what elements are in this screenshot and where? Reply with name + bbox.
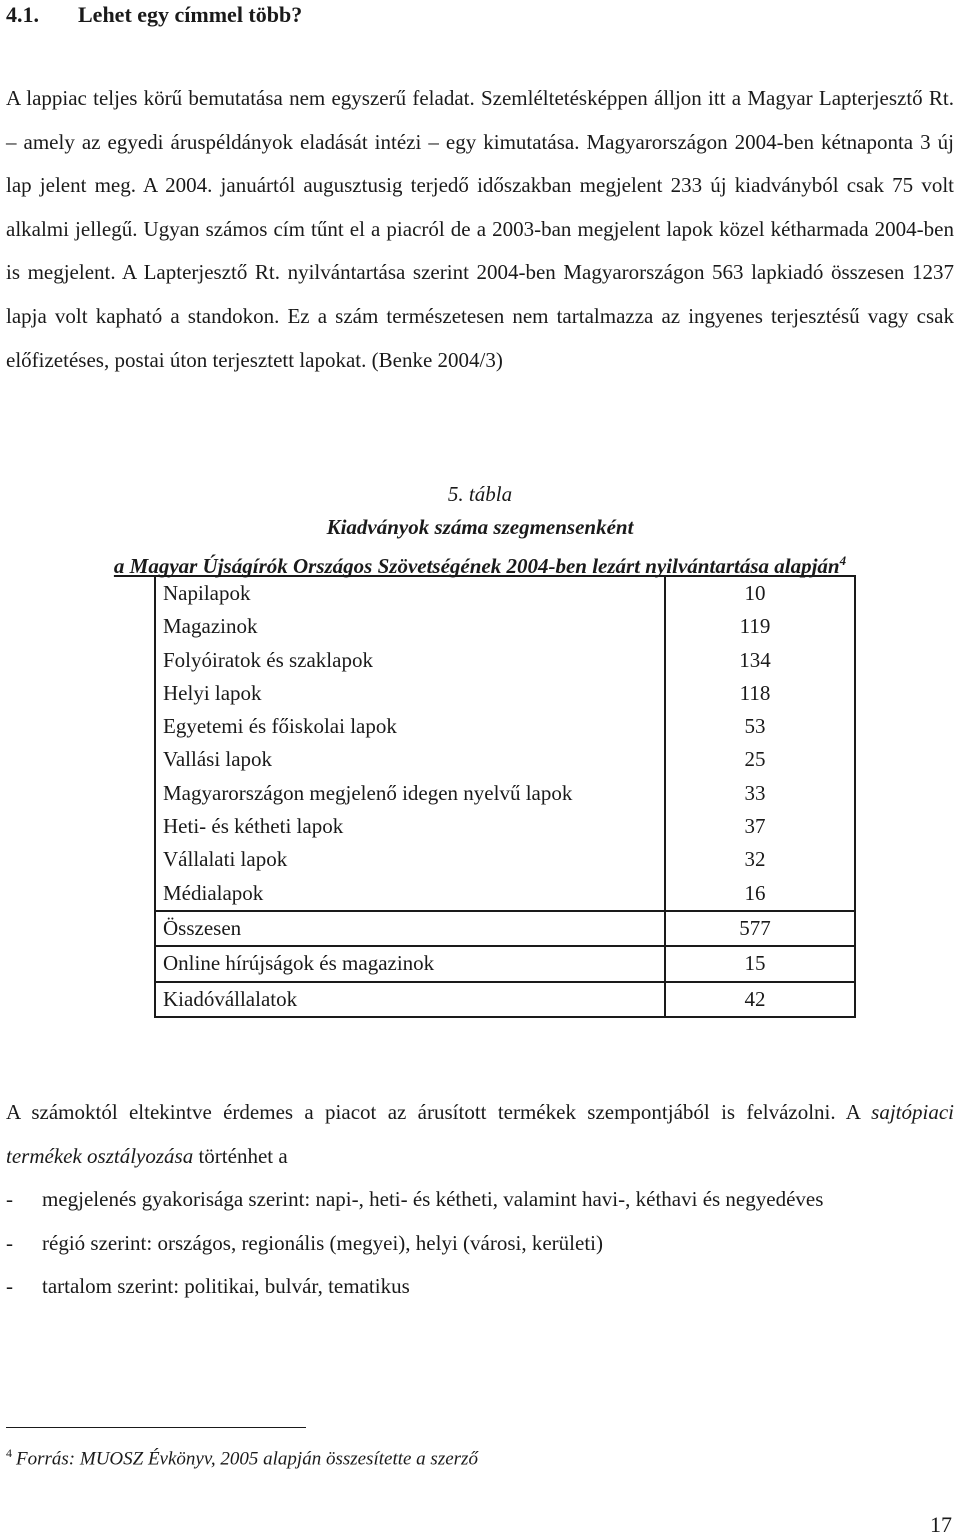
list-item [6, 1222, 954, 1266]
table-row [155, 877, 855, 911]
table-row [155, 610, 855, 643]
paragraph-emphasis: sajtópiaci termékek osztályozása [6, 1100, 954, 1168]
table-row [155, 743, 855, 776]
footnote-divider [6, 1427, 306, 1428]
row-label: Folyóiratok és szaklapok [155, 644, 665, 677]
row-label: Magazinok [155, 610, 665, 643]
classification-paragraph [6, 1091, 954, 1178]
row-label: Vállalati lapok [155, 843, 665, 876]
row-value: 37 [744, 814, 766, 839]
table-row [155, 810, 855, 843]
row-label: Médialapok [155, 877, 665, 911]
footnote [6, 1440, 478, 1472]
row-value: 42 [665, 982, 855, 1017]
classification-list [6, 1178, 954, 1309]
intro-paragraph: A lappiac teljes körű bemutatása nem egyszerű feladat. Szemléltetésképpen álljon itt a Magyar Lapterjesztő Rt. – amely az egyedi áruspéldányok eladását intézi – egy kimutatása. Magyarországon 2004-ben kétnaponta 3 új lap jelent meg. A 2004. januártól augusztusig terjedő időszakban megjelent 233 új kiadványból csak 75 volt alkalmi jellegű. Ugyan számos cím tűnt el a piacról de a 2003-ban megjelent lapok közel kétharmada 2004-ben is megjelent. A Lapterjesztő Rt. nyilvántartása szerint 2004-ben Magyarországon 563 lapkiadó összesen 1237 lapja volt kapható a standokon. Ez a szám természetesen nem tartalmazza az ingyenes terjesztésű vagy csak előfizetéses, postai úton terjesztett lapokat. (Benke 2004/3) [6, 86, 954, 372]
paragraph-text-before: A számoktól eltekintve érdemes a piacot az árusított termékek szempontjából is felvázolni. A [6, 1100, 872, 1124]
table-subtitle-text: a Magyar Újságírók Országos Szövetségének 2004-ben lezárt nyilvántartása alapján [113, 554, 840, 578]
list-dash: - [6, 1187, 13, 1211]
section-heading [6, 2, 302, 28]
row-value: 134 [739, 647, 771, 672]
footnote-text: Forrás: MUOSZ Évkönyv, 2005 alapján összesítette a szerző [16, 1448, 478, 1470]
table-row [155, 843, 855, 876]
section-number: 4.1. [6, 2, 39, 27]
table-row [155, 982, 855, 1017]
list-item-text: tartalom szerint: politikai, bulvár, tematikus [42, 1274, 410, 1299]
paragraph-text-after: történhet a [193, 1143, 288, 1168]
table-label: 5. tábla [447, 482, 513, 506]
row-value: 15 [665, 946, 855, 981]
list-item-text: megjelenés gyakorisága szerint: napi-, heti- és kétheti, valamint havi-, kéthavi és negyedéves [42, 1187, 824, 1211]
row-label: Online hírújságok és magazinok [155, 946, 665, 981]
footnote-reference: 4 [839, 553, 847, 568]
row-value: 33 [744, 780, 766, 805]
row-label: Helyi lapok [155, 677, 665, 710]
row-value: 16 [744, 880, 766, 905]
total-value: 577 [665, 911, 855, 946]
list-dash: - [6, 1274, 13, 1299]
row-value: 25 [744, 747, 766, 772]
table-title: Kiadványok száma szegmensenként [326, 515, 634, 539]
table-row [155, 710, 855, 743]
segment-table-body [155, 576, 855, 1017]
page-number: 17 [930, 1512, 952, 1537]
table-total-row [155, 911, 855, 946]
row-value: 119 [739, 614, 771, 639]
table-row [155, 576, 855, 610]
row-label: Egyetemi és főiskolai lapok [155, 710, 665, 743]
segment-table [154, 575, 856, 1018]
row-value: 32 [744, 847, 766, 872]
table-row [155, 777, 855, 810]
footnote-number: 4 [6, 1446, 12, 1460]
list-item [6, 1178, 954, 1222]
row-label: Heti- és kétheti lapok [155, 810, 665, 843]
row-label: Kiadóvállalatok [155, 982, 665, 1017]
row-value: 53 [744, 714, 766, 739]
section-title: Lehet egy címmel több? [78, 2, 303, 27]
list-item-text: régió szerint: országos, regionális (megyei), helyi (városi, kerületi) [42, 1230, 603, 1255]
row-label: Napilapok [155, 576, 665, 610]
row-label: Magyarországon megjelenő idegen nyelvű lapok [155, 777, 665, 810]
row-value: 118 [739, 680, 771, 705]
table-row [155, 644, 855, 677]
total-label: Összesen [155, 911, 665, 946]
row-value: 10 [744, 581, 766, 605]
list-dash: - [6, 1230, 13, 1255]
row-label: Vallási lapok [155, 743, 665, 776]
list-item [6, 1265, 954, 1309]
table-row [155, 677, 855, 710]
table-row [155, 946, 855, 981]
